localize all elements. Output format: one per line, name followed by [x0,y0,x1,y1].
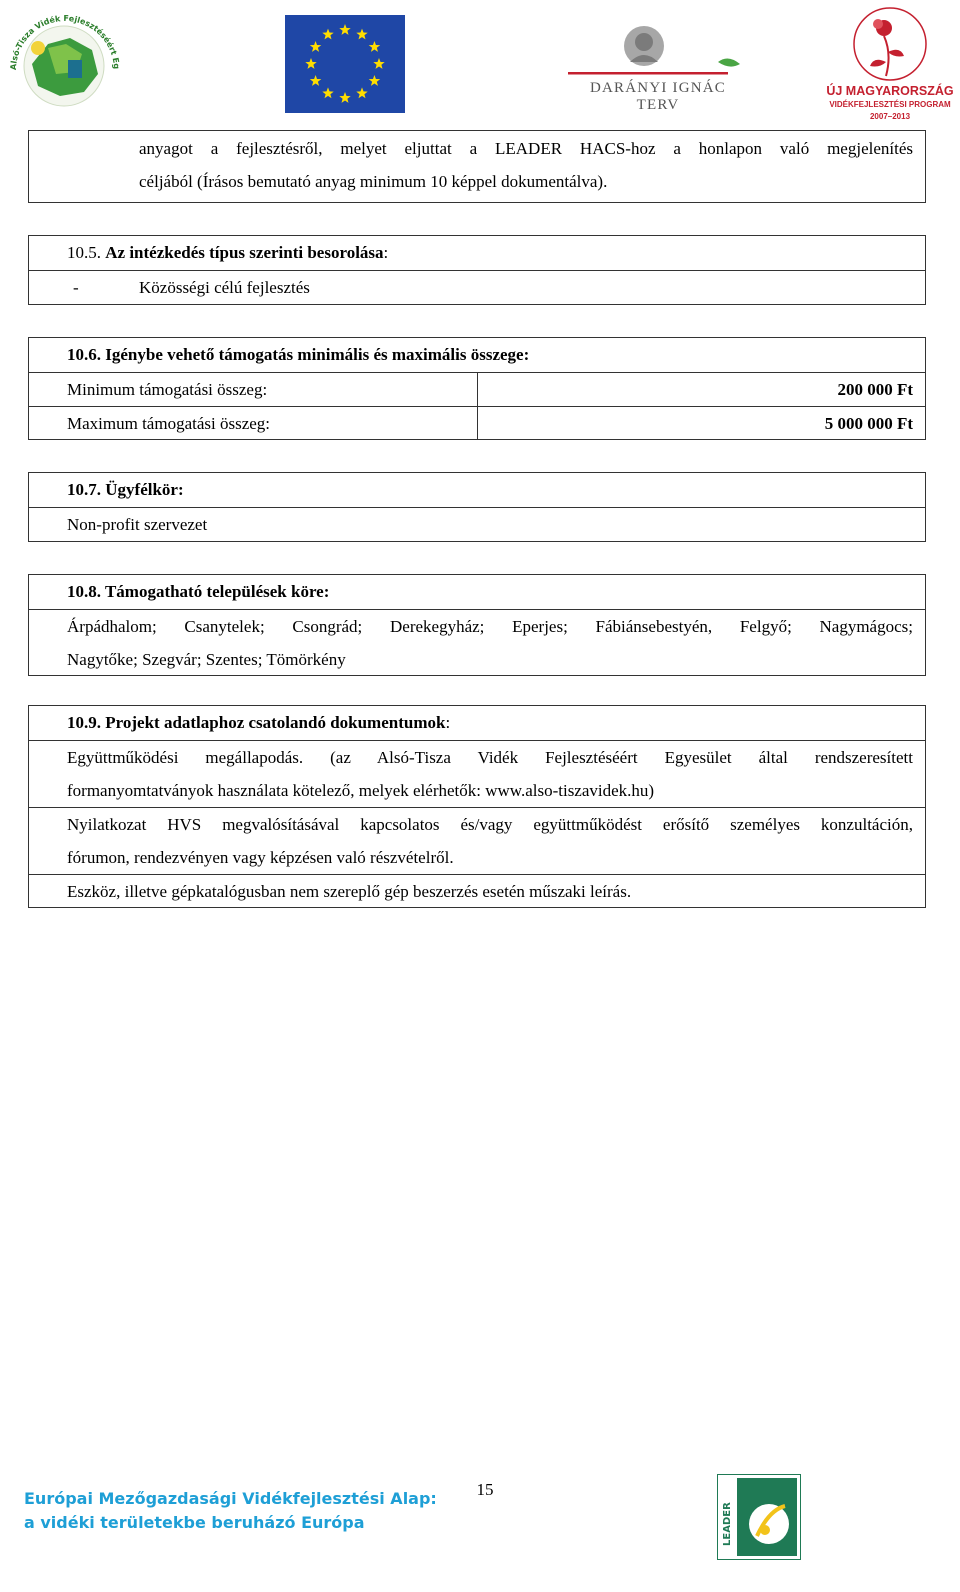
intro-box [28,130,926,203]
leader-logo-bottom [717,1474,801,1560]
intro-line-1: anyagot a fejlesztésről, melyet eljuttat a LEADER HACS-hoz a honlapon való megjelenítés [139,139,913,158]
section-10-7 [28,472,926,542]
section-10-9-heading: 10.9. Projekt adatlaphoz csatolandó dokumentumok [67,713,446,732]
umvp-subtitle: VIDÉKFEJLESZTÉSI PROGRAM [829,100,951,109]
section-10-6-title: 10.6. Igénybe vehető támogatás minimális és maximális összege: [67,345,530,364]
eu-star-icon [310,75,322,86]
section-10-6 [28,337,926,440]
section-10-8-title: 10.8. Támogatható települések köre: [67,582,330,601]
eu-star-icon [322,29,333,40]
umvp-years: 2007–2013 [869,112,911,121]
eu-star-icon [305,58,316,69]
eu-star-icon [322,87,333,98]
eu-star-icon [339,24,350,35]
intro-line-2: céljából (Írásos bemutató anyag minimum 10 képpel dokumentálva). [139,172,608,191]
min-support-value: 200 000 Ft [837,380,913,399]
client-group-value: Non-profit szervezet [67,515,208,534]
eu-star-icon [373,58,384,69]
eu-star-icon [356,29,367,40]
max-support-label: Maximum támogatási összeg: [67,414,271,433]
settlements-line-1: Árpádhalom; Csanytelek; Csongrád; Derekegyház; Eperjes; Fábiánsebestyén, Felgyő; Nagymágocs; [67,617,913,636]
footer-eafrd-line-2: a vidéki területekbe beruházó Európa [24,1513,365,1532]
section-10-5-colon: : [383,243,389,262]
max-support-value: 5 000 000 Ft [824,414,913,433]
eu-star-icon [310,41,322,52]
eu-star-icon [356,87,367,98]
daranyi-logo-text: DARÁNYI IGNÁC TERV [589,80,726,113]
uj-magyarorszag-logo [826,6,954,122]
min-support-row [29,372,925,406]
umvp-title: ÚJ MAGYARORSZÁG [826,84,954,98]
eu-flag-logo [285,15,405,113]
doc-2-line-1: Nyilatkozat HVS megvalósításával kapcsolatos és/vagy együttműködést erősítő személyes konzultáción, [67,815,913,834]
section-10-9 [28,705,926,908]
min-support-label: Minimum támogatási összeg: [67,380,268,399]
section-10-9-title [67,706,913,739]
document-item-1 [29,740,925,807]
leader-logo-text: Alsó-Tisza Vidék Fejlesztéséért Eg [8,13,122,71]
section-10-5-heading: Az intézkedés típus szerinti besorolása [105,243,384,262]
page-number: 15 [476,1480,494,1499]
section-10-5-item: Közösségi célú fejlesztés [139,278,310,297]
eu-star-icon [369,41,381,52]
doc-1-line-1: Együttműködési megállapodás. (az Alsó-Tisza Vidék Fejlesztéséért Egyesület által rendszeresített [67,748,913,767]
section-10-8 [28,574,926,676]
doc-2-line-2: fórumon, rendezvényen vagy képzésen való részvételről. [67,848,454,867]
daranyi-ignac-terv-logo [568,18,748,113]
section-10-9-colon: : [445,713,451,732]
section-10-5 [28,235,926,305]
settlements-line-2: Nagytőke; Szegvár; Szentes; Tömörkény [67,650,346,669]
leader-hacs-logo [4,8,124,118]
section-10-5-dash: - [73,278,79,297]
section-10-7-title: 10.7. Ügyfélkör: [67,480,184,499]
section-10-5-number: 10.5. [67,243,101,262]
section-10-5-title [67,236,913,269]
footer-eafrd-line-1: Európai Mezőgazdasági Vidékfejlesztési Alap: [24,1489,437,1508]
leader-logo-label: LEADER [722,1502,733,1546]
max-support-row [29,406,925,439]
document-item-3 [29,874,925,907]
eu-star-icon [369,75,381,86]
doc-3-line: Eszköz, illetve gépkatalógusban nem szereplő gép beszerzés esetén műszaki leírás. [67,882,632,901]
document-item-2 [29,807,925,874]
doc-1-line-2: formanyomtatványok használata kötelező, melyek elérhetők: www.also-tiszavidek.hu) [67,781,655,800]
eu-star-icon [339,92,350,103]
